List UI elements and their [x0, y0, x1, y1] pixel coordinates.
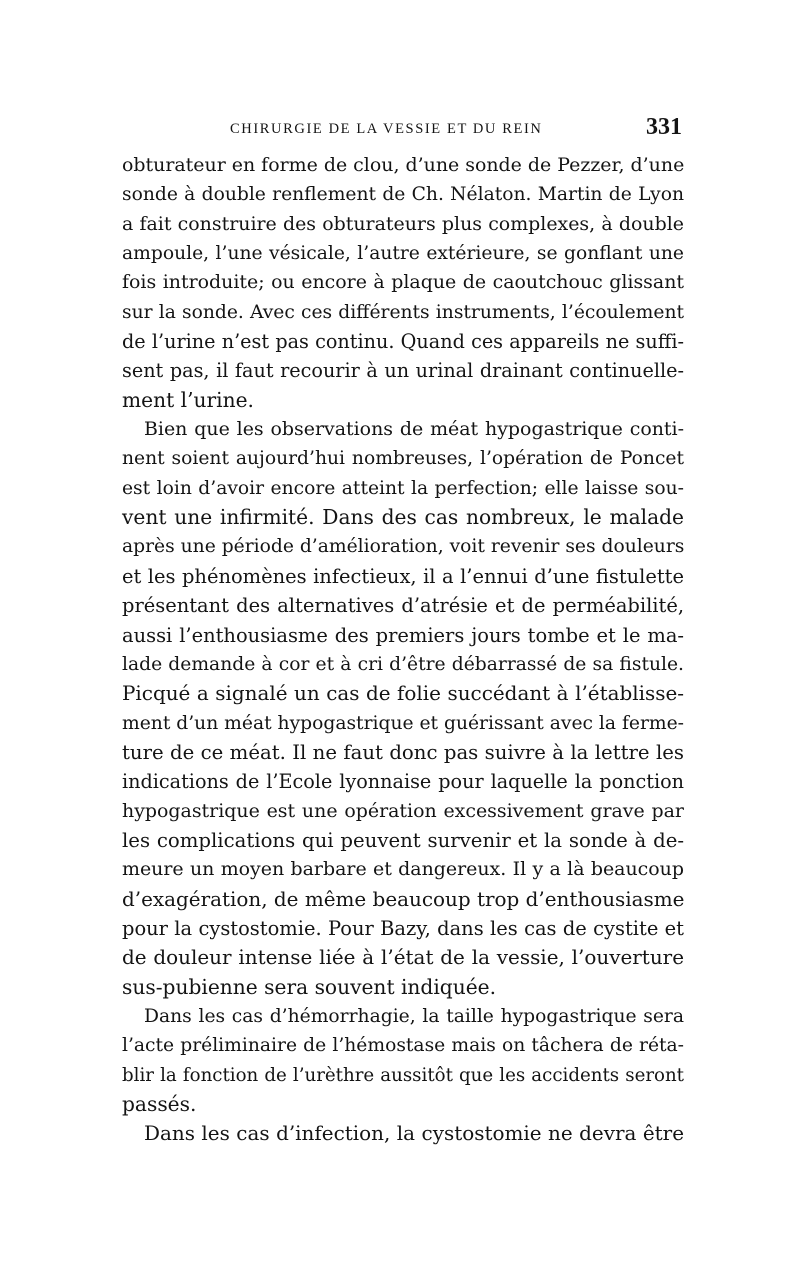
paragraph [122, 1002, 684, 1119]
body-text [122, 151, 684, 1149]
text-line: sur la sonde. Avec ces différents instruments, l’écoulement [122, 301, 684, 323]
text-line: a fait construire des obturateurs plus complexes, à double [122, 212, 684, 235]
text-line: l’acte préliminaire de l’hémostase mais on tâchera de réta- [122, 1035, 684, 1057]
text-line: Dans les cas d’infection, la cystostomie ne devra être [144, 1121, 684, 1146]
text-line: vent une infirmité. Dans des cas nombreux, le malade [122, 505, 684, 530]
running-title: CHIRURGIE DE LA VESSIE ET DU REIN [230, 121, 543, 137]
text-line: et les phénomènes infectieux, il a l’ennui d’une fistulette [122, 564, 684, 588]
paragraph [122, 151, 684, 415]
text-line: indications de l’Ecole lyonnaise pour laquelle la ponction [122, 770, 684, 794]
text-line: Picqué a signalé un cas de folie succédant à l’établisse- [122, 681, 684, 706]
text-line: meure un moyen barbare et dangereux. Il y a là beaucoup [122, 858, 684, 881]
text-line: Dans les cas d’hémorrhagie, la taille hypogastrique sera [144, 1005, 684, 1027]
text-line: ampoule, l’une vésicale, l’autre extérieure, se gonflant une [122, 243, 684, 265]
text-line: de l’urine n’est pas continu. Quand ces appareils ne suffi- [122, 330, 684, 354]
text-line: aussi l’enthousiasme des premiers jours tombe et le ma- [122, 623, 684, 647]
text-line: passés. [122, 1092, 197, 1116]
text-line: obturateur en forme de clou, d’une sonde de Pezzer, d’une [122, 154, 685, 176]
text-line: de douleur intense liée à l’état de la vessie, l’ouverture [122, 945, 684, 970]
text-line: lade demande à cor et à cri d’être débarrassé de sa fistule. [122, 653, 684, 675]
text-line: nent soient aujourd’hui nombreuses, l’opération de Poncet [122, 448, 684, 470]
paragraph [122, 415, 684, 1002]
text-line: présentant des alternatives d’atrésie et de perméabilité, [122, 594, 684, 618]
text-line: Bien que les observations de méat hypogastrique conti- [144, 418, 684, 441]
text-line: fois introduite; ou encore à plaque de caoutchouc glissant [122, 271, 684, 294]
text-line: ment l’urine. [122, 387, 254, 412]
text-line: ment d’un méat hypogastrique et guérissant avec la ferme- [122, 712, 684, 734]
page-number: 331 [646, 114, 682, 140]
text-line: blir la fonction de l’urèthre aussitôt que les accidents seront [122, 1064, 684, 1086]
text-line: sent pas, il faut recourir à un urinal drainant continuelle- [122, 359, 684, 383]
text-line: est loin d’avoir encore atteint la perfection; elle laisse sou- [122, 477, 684, 499]
running-head [122, 114, 682, 146]
text-line: pour la cystostomie. Pour Bazy, dans les cas de cystite et [122, 916, 684, 940]
text-line: d’exagération, de même beaucoup trop d’enthousiasme [122, 886, 685, 911]
text-line: après une période d’amélioration, voit revenir ses douleurs [122, 536, 685, 558]
text-line: ture de ce méat. Il ne faut donc pas suivre à la lettre les [122, 740, 684, 764]
paragraph [122, 1119, 684, 1148]
text-line: hypogastrique est une opération excessivement grave par [122, 799, 684, 822]
text-line: sus-pubienne sera souvent indiquée. [122, 974, 497, 999]
text-line: les complications qui peuvent survenir et la sonde à de- [122, 828, 684, 852]
text-line: sonde à double renflement de Ch. Nélaton. Martin de Lyon [122, 184, 684, 206]
